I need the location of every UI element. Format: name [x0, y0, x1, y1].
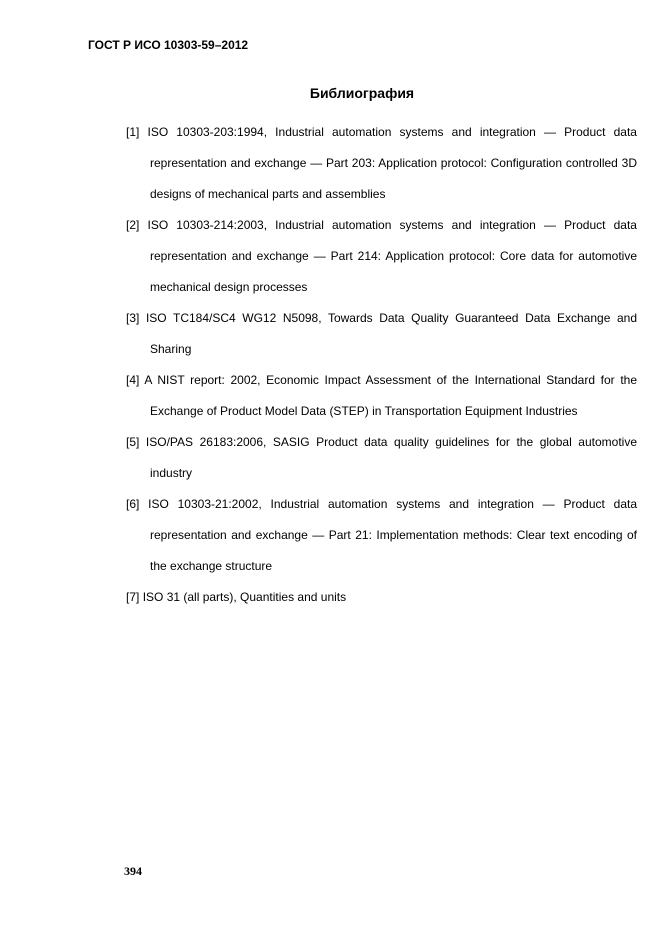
- reference-text: ISO 10303-21:2002, Industrial automation systems and integration — Product data representation and exchange — Part 21: Implementation methods: Clear text encoding of the exchange structure: [148, 497, 637, 573]
- reference-text: ISO 10303-214:2003, Industrial automation systems and integration — Product data representation and exchange — Part 214: Application protocol: Core data for automotive mechanical design processes: [147, 218, 637, 294]
- reference-number: [5]: [126, 435, 140, 449]
- reference-number: [3]: [126, 311, 140, 325]
- list-item: [126, 303, 637, 365]
- reference-number: [4]: [126, 373, 140, 387]
- bibliography-list: [126, 117, 637, 613]
- document-header: ГОСТ Р ИСО 10303-59–2012: [88, 38, 249, 52]
- list-item: [126, 210, 637, 303]
- reference-text: ISO/PAS 26183:2006, SASIG Product data quality guidelines for the global automotive industry: [145, 435, 637, 480]
- list-item: [126, 489, 637, 582]
- reference-number: [2]: [126, 218, 140, 232]
- reference-text: ISO TC184/SC4 WG12 N5098, Towards Data Quality Guaranteed Data Exchange and Sharing: [145, 311, 637, 356]
- reference-text: A NIST report: 2002, Economic Impact Assessment of the International Standard for the Exchange of Product Model Data (STEP) in Transportation Equipment Industries: [144, 373, 638, 418]
- reference-number: [6]: [126, 497, 140, 511]
- list-item: [126, 117, 637, 210]
- list-item: [126, 582, 637, 613]
- reference-text: ISO 31 (all parts), Quantities and units: [142, 590, 347, 604]
- page-number: 394: [124, 864, 142, 878]
- reference-number: [7]: [126, 590, 140, 604]
- reference-number: [1]: [126, 125, 140, 139]
- reference-text: ISO 10303-203:1994, Industrial automation systems and integration — Product data representation and exchange — Part 203: Application protocol: Configuration controlled 3D designs of mechanical parts and assemblies: [147, 125, 637, 201]
- page-title: Библиография: [309, 85, 415, 101]
- list-item: [126, 365, 637, 427]
- list-item: [126, 427, 637, 489]
